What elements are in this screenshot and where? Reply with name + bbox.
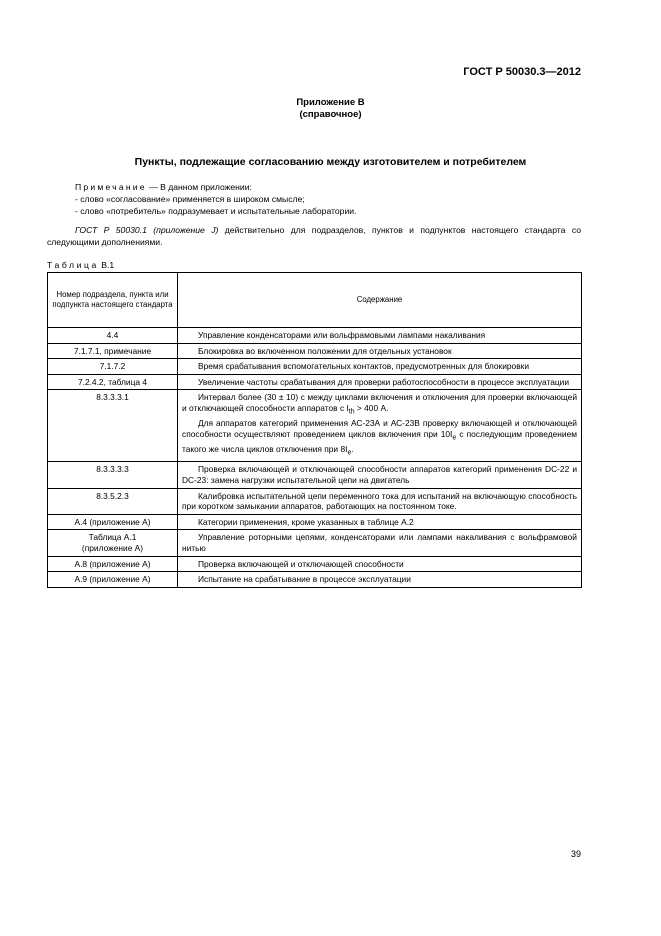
row-content: Категории применения, кроме указанных в таблице А.2 bbox=[178, 514, 582, 530]
text-run: Для аппаратов категорий применения АС-23А и АС-23В проверку включающей и отключающей способности осуществляют проведением циклов включения при 10I bbox=[182, 418, 577, 439]
agreement-items-table bbox=[47, 272, 582, 588]
row-content-paragraph-1 bbox=[182, 392, 577, 418]
standard-code-header: ГОСТ Р 50030.3—2012 bbox=[463, 66, 581, 78]
page-number: 39 bbox=[570, 849, 581, 859]
row-content-paragraph-2 bbox=[182, 418, 577, 459]
appendix-subtitle: (справочное) bbox=[299, 108, 362, 120]
subscript: th bbox=[348, 408, 355, 416]
row-number: 4.4 bbox=[48, 328, 178, 344]
table-header-row bbox=[48, 273, 582, 328]
appendix-title: Приложение В bbox=[296, 97, 365, 108]
row-number: 7.1.7.2 bbox=[48, 359, 178, 375]
row-number: 7.1.7.1, примечание bbox=[48, 343, 178, 359]
text-run: с последующим проведением такого же числа циклов отключения при 8I bbox=[182, 428, 577, 455]
table-row bbox=[48, 343, 582, 359]
row-content: Блокировка во включенном положении для отдельных установок bbox=[178, 343, 582, 359]
row-content: Управление конденсаторами или вольфрамовыми лампами накаливания bbox=[178, 328, 582, 344]
row-content: Время срабатывания вспомогательных контактов, предусмотренных для блокировки bbox=[178, 359, 582, 375]
table-row bbox=[48, 462, 582, 488]
subscript: e bbox=[347, 449, 352, 457]
row-number: А.8 (приложение А) bbox=[48, 556, 178, 572]
row-content bbox=[178, 390, 582, 462]
note-block bbox=[75, 181, 356, 217]
note-first-line bbox=[75, 181, 356, 193]
row-number: А.4 (приложение А) bbox=[48, 514, 178, 530]
subscript: e bbox=[452, 434, 457, 442]
intro-paragraph bbox=[47, 224, 581, 248]
row-number: 8.3.3.3.1 bbox=[48, 390, 178, 462]
row-number-line-2: (приложение А) bbox=[81, 542, 144, 553]
appendix-heading bbox=[0, 97, 661, 120]
text-run: > 400 А. bbox=[354, 402, 389, 413]
row-number: 8.3.3.3.3 bbox=[48, 462, 178, 488]
table-row bbox=[48, 572, 582, 588]
row-number-line-1: Таблица А.1 bbox=[88, 532, 137, 543]
table-row bbox=[48, 530, 582, 556]
table-row bbox=[48, 488, 582, 514]
table-caption-number: В.1 bbox=[98, 260, 115, 270]
table-row bbox=[48, 328, 582, 344]
row-content: Проверка включающей и отключающей способности bbox=[178, 556, 582, 572]
note-dash-text: — В данном приложении: bbox=[146, 182, 252, 192]
row-content: Калибровка испытательной цепи переменного тока для испытаний на включающую способность при коротком замыкании аппаратов, работающих на постоянном токе. bbox=[178, 488, 582, 514]
note-label: Примечание bbox=[75, 182, 147, 192]
text-run: . bbox=[351, 444, 354, 455]
row-content: Увеличение частоты срабатывания для проверки работоспособности в процессе эксплуатации bbox=[178, 374, 582, 390]
table-row bbox=[48, 390, 582, 462]
intro-text: действительно для подразделов, пунктов и подпунктов настоящего стандарта со следующими дополнениями. bbox=[47, 225, 581, 247]
table-row bbox=[48, 359, 582, 375]
intro-reference: ГОСТ Р 50030.1 (приложение J) bbox=[75, 225, 219, 235]
table-row bbox=[48, 514, 582, 530]
table-row bbox=[48, 556, 582, 572]
main-title: Пункты, подлежащие согласованию между изготовителем и потребителем bbox=[134, 156, 527, 168]
row-number: А.9 (приложение А) bbox=[48, 572, 178, 588]
row-content: Испытание на срабатывание в процессе эксплуатации bbox=[178, 572, 582, 588]
table-row bbox=[48, 374, 582, 390]
note-line-2: - слово «потребитель» подразумевает и испытательные лаборатории. bbox=[75, 206, 357, 216]
row-content: Управление роторными цепями, конденсаторами или лампами накаливания с вольфрамовой нитью bbox=[178, 530, 582, 556]
table-caption-label: Таблица bbox=[47, 260, 99, 270]
row-content: Проверка включающей и отключающей способности аппаратов категорий применения DC-22 и DC-23: замена нагрузки испытательной цепи на двигатель bbox=[178, 462, 582, 488]
note-line-1: - слово «согласование» применяется в широком смысле; bbox=[75, 194, 305, 204]
row-number: 8.3.5.2.3 bbox=[48, 488, 178, 514]
row-number: 7.2.4.2, таблица 4 bbox=[48, 374, 178, 390]
text-run: Интервал более (30 ± 10) с между циклами включения и отключения для проверки включающей и отключающей способности аппаратов с I bbox=[182, 392, 577, 413]
table-caption bbox=[47, 260, 114, 270]
header-number: Номер подраздела, пункта или подпункта настоящего стандарта bbox=[48, 273, 178, 328]
header-content: Содержание bbox=[178, 273, 582, 328]
row-number bbox=[48, 530, 178, 556]
